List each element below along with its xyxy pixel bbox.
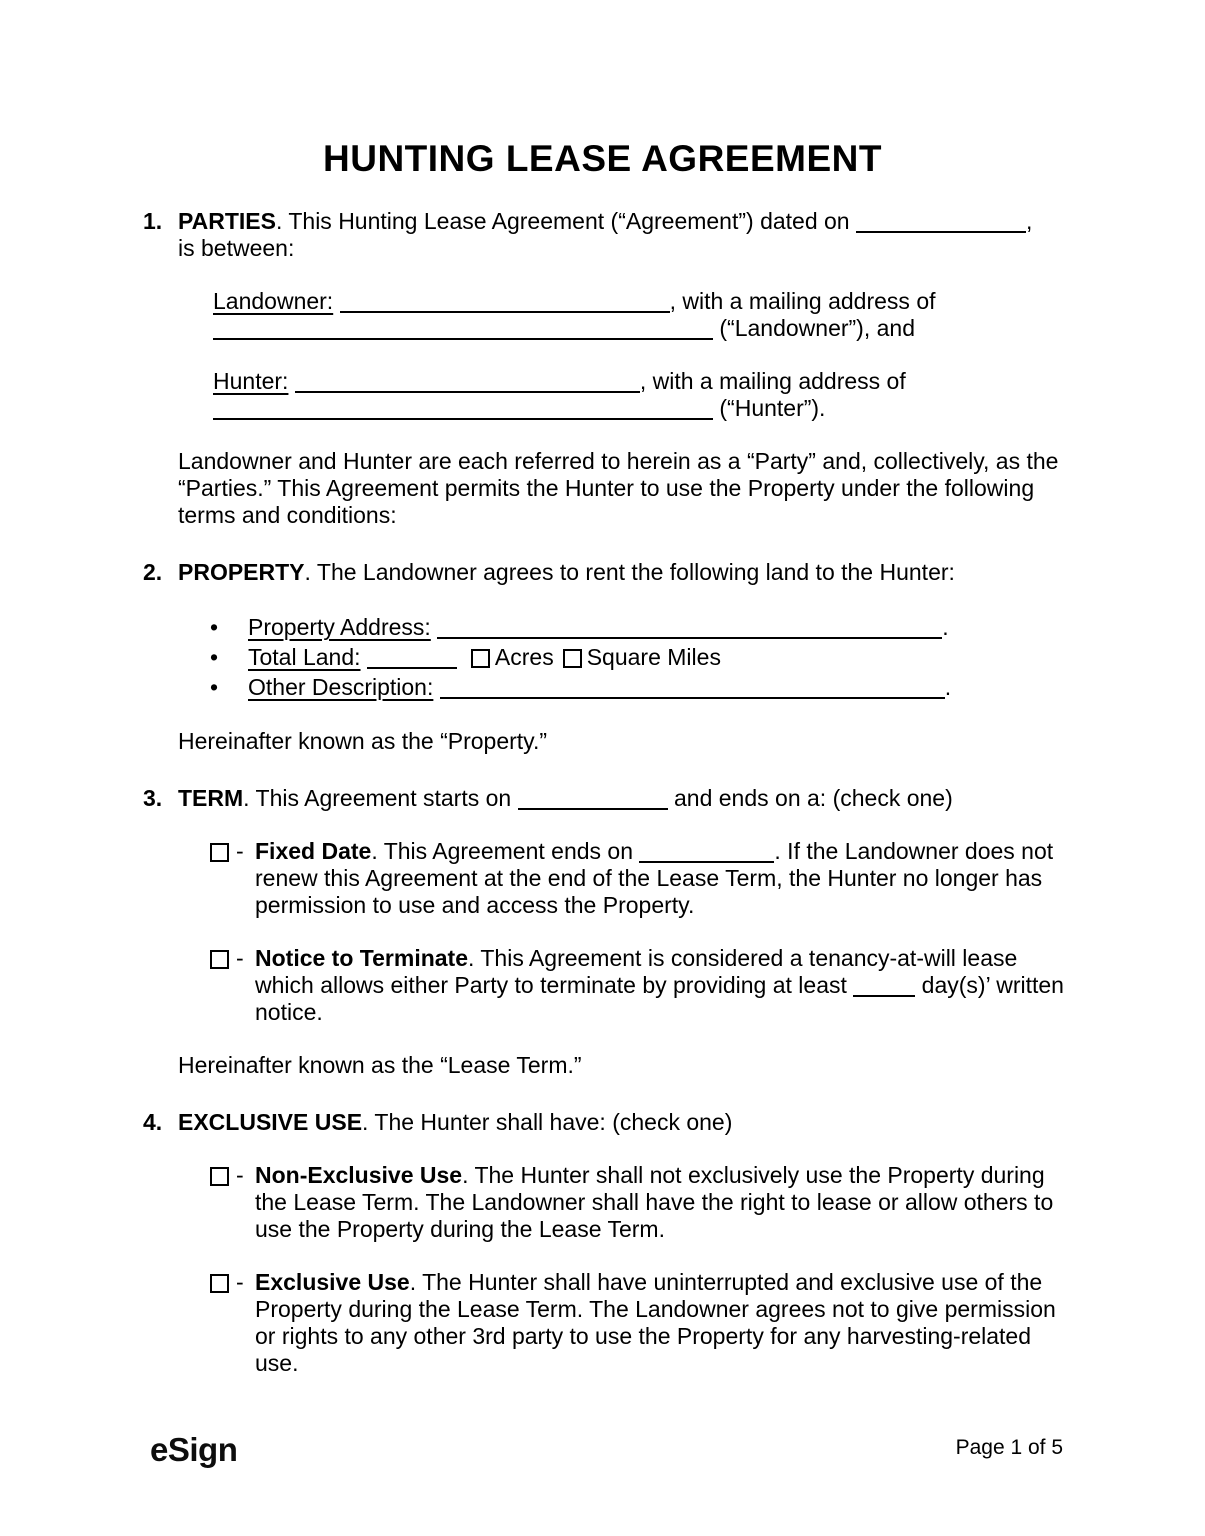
heading-text: . The Landowner agrees to rent the following land to the Hunter: xyxy=(304,559,955,585)
bullet-icon: • xyxy=(210,644,219,670)
property-bullet-list xyxy=(210,612,1065,702)
bullet-content xyxy=(248,672,1065,702)
heading-text: . This Hunting Lease Agreement (“Agreement”) dated on xyxy=(275,208,856,234)
dash-separator: - xyxy=(236,1162,244,1188)
section-term-heading xyxy=(178,785,1065,812)
option-body-text: . If the Landowner does not renew this Agreement at the end of the Lease Term, the Hunter no longer has permission to use and access the Property. xyxy=(255,838,1054,918)
clause-text: (“Hunter”). xyxy=(713,395,826,421)
parties-intro-paragraph: Landowner and Hunter are each referred to herein as a “Party” and, collectively, as the “Parties.” This Agreement permits the Hunter to use the Property under the following terms and conditions: xyxy=(178,448,1059,528)
section-exclusive-use xyxy=(143,1109,1065,1377)
section-name: PROPERTY xyxy=(178,559,305,585)
option-checkbox-cell xyxy=(210,945,255,1026)
option-text xyxy=(255,1269,1065,1377)
option-text xyxy=(255,1162,1065,1243)
landowner-label: Landowner: xyxy=(213,288,334,314)
esign-logo: eSign xyxy=(150,1431,238,1468)
option-body-text: . This Agreement is considered a tenancy-at-will lease which allows either Party to terminate by providing at least xyxy=(255,945,1018,998)
option-body-text: . This Agreement ends on xyxy=(371,838,640,864)
heading-text: and ends on a: (check one) xyxy=(667,785,953,811)
section-exclusive-use-heading xyxy=(178,1109,1065,1136)
option-checkbox-cell xyxy=(210,1162,255,1243)
hunter-label: Hunter: xyxy=(213,368,289,394)
option-name: Exclusive Use xyxy=(255,1269,410,1295)
option-body-text: . The Hunter shall not exclusively use the Property during the Lease Term. The Landowner shall have the right to lease or allow others to use the Property during the Lease Term. xyxy=(255,1162,1054,1242)
dash-separator: - xyxy=(236,945,244,971)
hunter-name-blank[interactable] xyxy=(295,373,640,393)
exclusive-checkbox[interactable] xyxy=(210,1274,229,1293)
option-name: Fixed Date xyxy=(255,838,372,864)
bullet-content xyxy=(248,642,1065,672)
heading-text: , xyxy=(1026,208,1033,234)
other-description-label: Other Description: xyxy=(248,674,434,700)
square-miles-label: Square Miles xyxy=(586,644,721,670)
clause-text: , with a mailing address of xyxy=(639,368,906,394)
bullet-icon: • xyxy=(210,614,219,640)
bullet-content xyxy=(248,612,1065,642)
non-exclusive-checkbox[interactable] xyxy=(210,1167,229,1186)
section-number: 1. xyxy=(143,208,163,234)
heading-text: . The Hunter shall have: (check one) xyxy=(362,1109,733,1135)
page-footer xyxy=(0,1433,1205,1467)
section-name: PARTIES xyxy=(178,208,276,234)
bullet-tail: . xyxy=(942,614,949,640)
total-land-blank[interactable] xyxy=(367,649,457,669)
landowner-address-blank[interactable] xyxy=(213,320,713,340)
bullet-icon: • xyxy=(210,674,219,700)
hunter-address-blank[interactable] xyxy=(213,400,713,420)
acres-label: Acres xyxy=(494,644,554,670)
option-name: Notice to Terminate xyxy=(255,945,468,971)
section-name: EXCLUSIVE USE xyxy=(178,1109,363,1135)
option-name: Non-Exclusive Use xyxy=(255,1162,463,1188)
landowner-clause xyxy=(213,288,1065,342)
hunter-clause xyxy=(213,368,1065,422)
dash-separator: - xyxy=(236,1269,244,1295)
section-term xyxy=(143,785,1065,1079)
document-title: HUNTING LEASE AGREEMENT xyxy=(323,138,882,179)
bullet-other-description xyxy=(210,672,1065,702)
other-description-blank[interactable] xyxy=(440,679,945,699)
dash-separator: - xyxy=(236,838,244,864)
section-name: TERM xyxy=(178,785,244,811)
acres-checkbox[interactable] xyxy=(471,649,490,668)
square-miles-checkbox[interactable] xyxy=(563,649,582,668)
page-number: Page 1 of 5 xyxy=(955,1436,1063,1459)
section-number: 4. xyxy=(143,1109,163,1135)
property-address-blank[interactable] xyxy=(437,619,942,639)
document-body xyxy=(0,208,1205,1377)
section-property-heading xyxy=(178,559,1065,586)
section-parties-heading xyxy=(178,208,1065,235)
option-exclusive-use xyxy=(210,1269,1065,1377)
option-checkbox-cell xyxy=(210,838,255,919)
option-non-exclusive-use xyxy=(210,1162,1065,1243)
heading-text: is between: xyxy=(178,235,295,261)
bullet-tail: . xyxy=(944,674,952,700)
option-text xyxy=(255,838,1065,919)
notice-terminate-checkbox[interactable] xyxy=(210,950,229,969)
option-fixed-date xyxy=(210,838,1065,919)
fixed-date-checkbox[interactable] xyxy=(210,843,229,862)
option-text xyxy=(255,945,1065,1026)
option-body-text: . The Hunter shall have uninterrupted and exclusive use of the Property during the Lease Term. The Landowner agrees not to give permission or rights to any other 3rd party to use the Property for any harvesting-related use. xyxy=(255,1269,1056,1376)
section-number: 2. xyxy=(143,559,163,585)
property-address-label: Property Address: xyxy=(248,614,431,640)
property-hereinafter-note: Hereinafter known as the “Property.” xyxy=(178,728,548,754)
section-number: 3. xyxy=(143,785,163,811)
bullet-property-address xyxy=(210,612,1065,642)
notice-days-blank[interactable] xyxy=(853,977,915,997)
section-parties xyxy=(143,208,1065,529)
option-notice-to-terminate xyxy=(210,945,1065,1026)
clause-text: (“Landowner”), and xyxy=(713,315,915,341)
total-land-label: Total Land: xyxy=(248,644,361,670)
option-body-text: day(s)’ written notice. xyxy=(255,972,1064,1025)
end-date-blank[interactable] xyxy=(639,843,774,863)
section-property xyxy=(143,559,1065,755)
term-hereinafter-note: Hereinafter known as the “Lease Term.” xyxy=(178,1052,582,1078)
agreement-date-blank[interactable] xyxy=(856,213,1026,233)
heading-text: . This Agreement starts on xyxy=(243,785,518,811)
start-date-blank[interactable] xyxy=(518,790,668,810)
option-checkbox-cell xyxy=(210,1269,255,1377)
bullet-total-land xyxy=(210,642,1065,672)
clause-text: , with a mailing address of xyxy=(669,288,936,314)
landowner-name-blank[interactable] xyxy=(340,293,670,313)
